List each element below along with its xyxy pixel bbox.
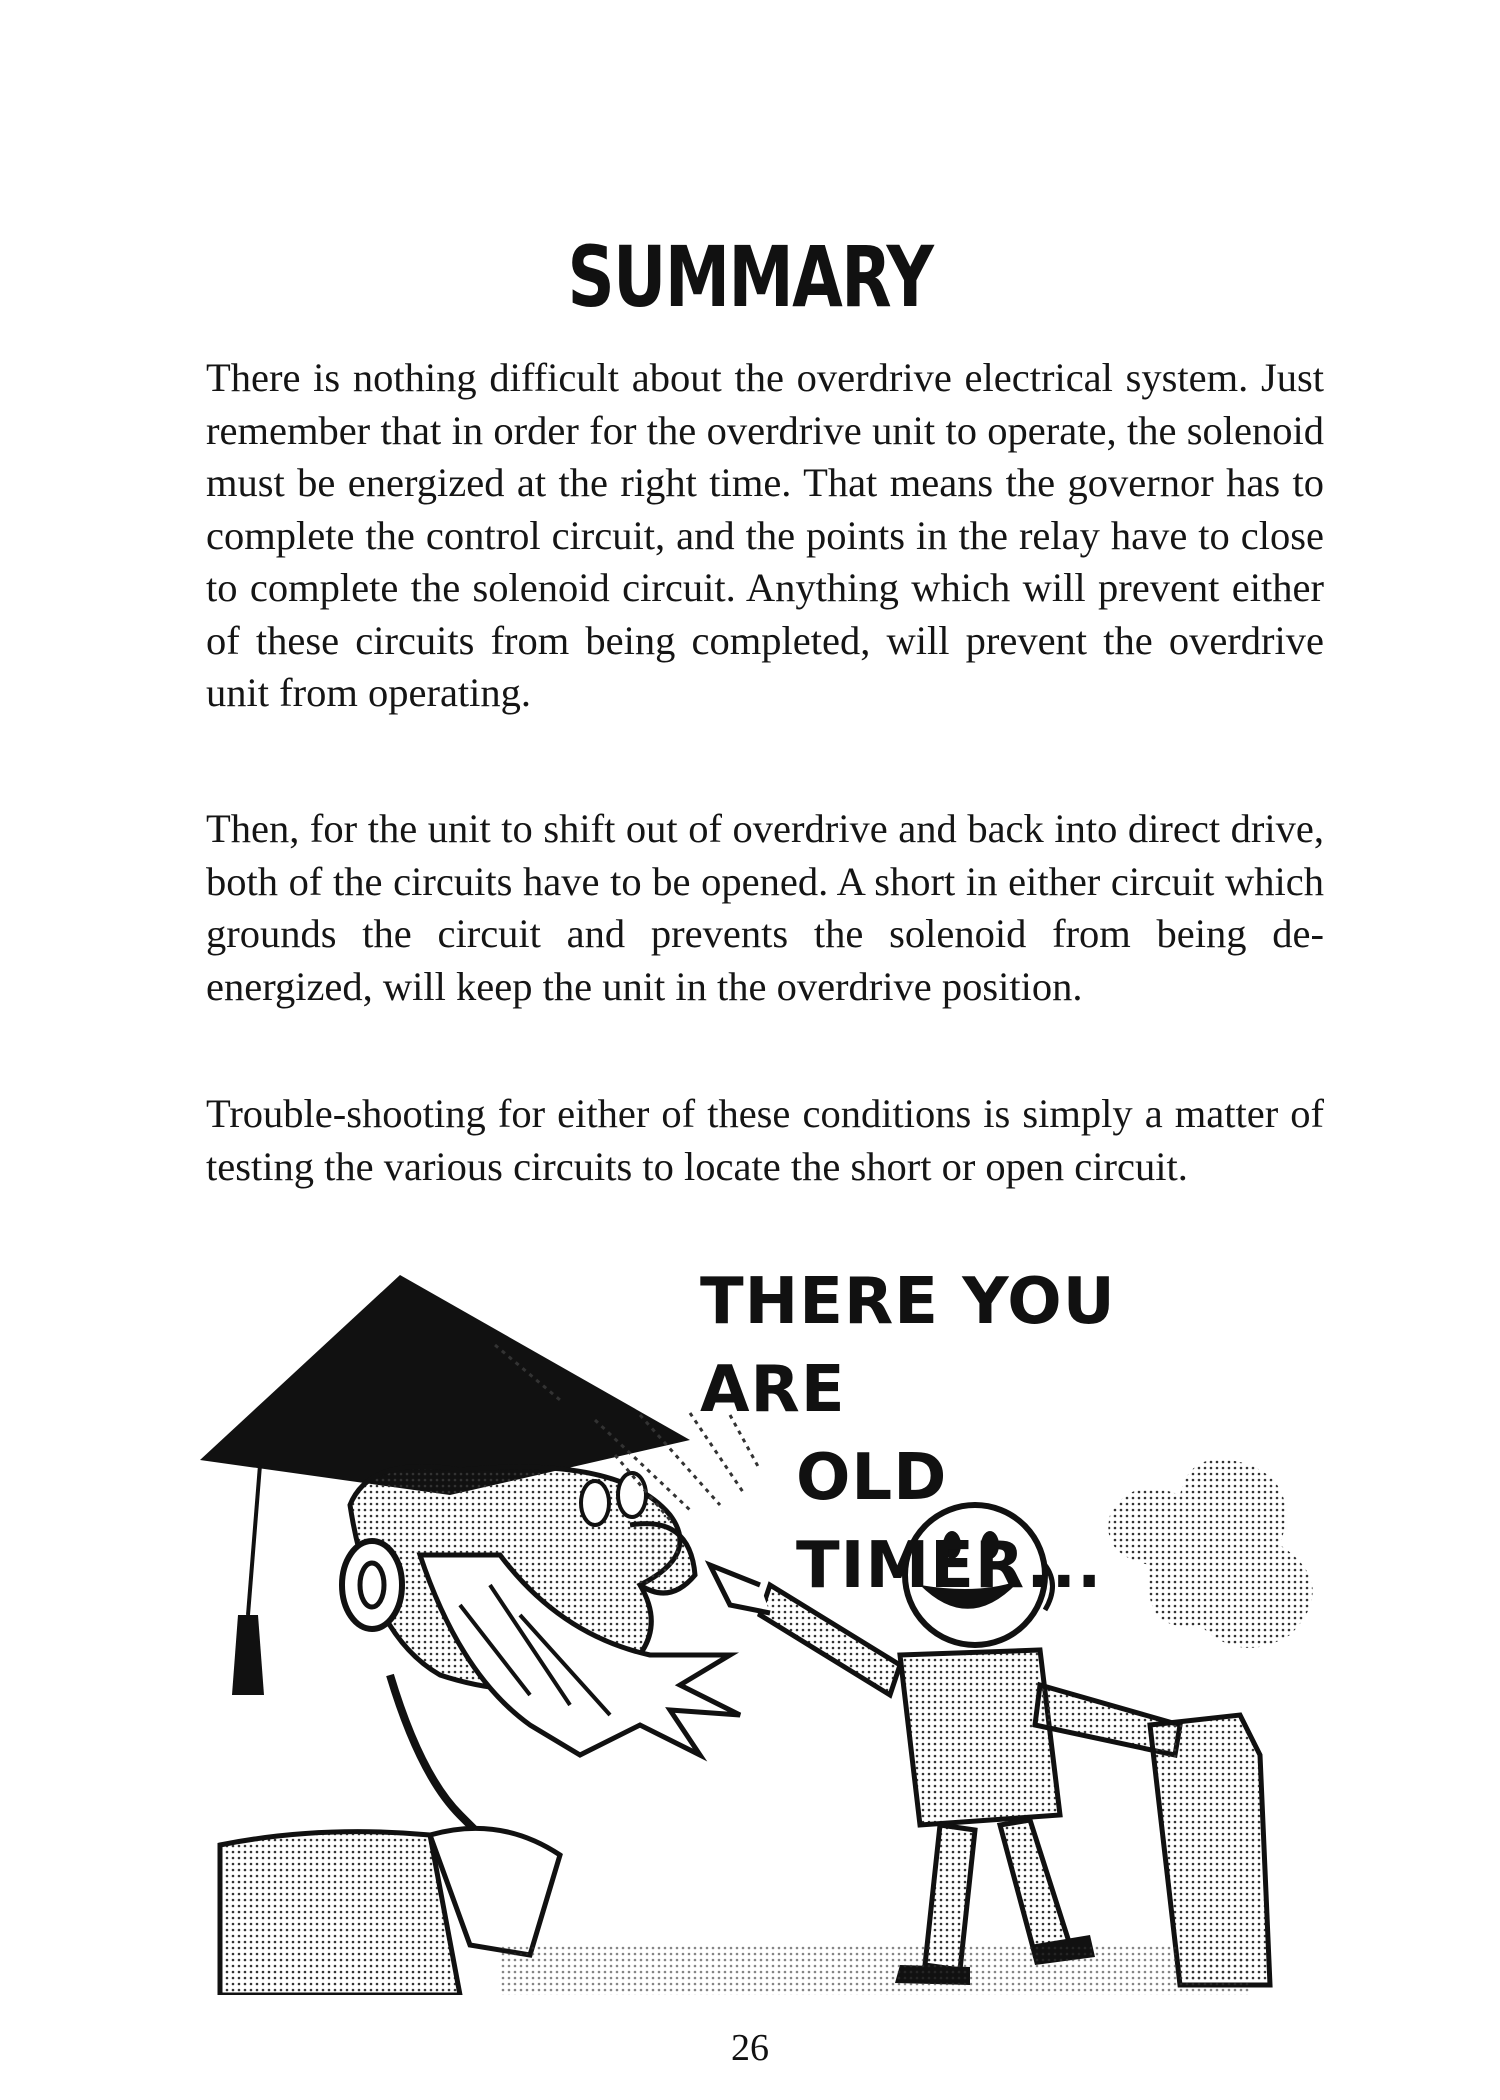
caption-line-2: OLD TIMER...	[796, 1441, 1103, 1603]
mortarboard-cap-icon	[200, 1275, 690, 1495]
paragraph-2	[206, 803, 1324, 1013]
paragraph-3-text: Trouble-shooting for either of these conditions is simply a matter of testing the various circuits to locate the short or open circuit.	[206, 1091, 1324, 1189]
professor-body	[220, 1832, 460, 1995]
old-timer-figure	[200, 1275, 740, 1995]
page-number: 26	[731, 2027, 769, 2069]
illustration-caption	[700, 1258, 1260, 1610]
paragraph-1	[206, 352, 1324, 720]
cloth-rag	[1150, 1715, 1270, 1985]
page-title: SUMMARY	[567, 228, 933, 326]
paragraph-3	[206, 1088, 1324, 1193]
paragraph-1-text: There is nothing difficult about the overdrive electrical system. Just remember that in order for the overdrive unit to operate, the solenoid must be energized at the right time. That means the governor has to complete the control circuit, and the points in the relay have to close to complete the solenoid circuit. Anything which will prevent either of these circuits from being completed, will prevent the overdrive unit from operating.	[206, 355, 1324, 715]
mascot-torso	[900, 1650, 1060, 1825]
paragraph-2-text: Then, for the unit to shift out of overdrive and back into direct drive, both of the circuits have to be opened. A short in either circuit which grounds the circuit and prevents the solenoid from being de-energized, will keep the unit in the overdrive position.	[206, 806, 1324, 1009]
caption-line-1: THERE YOU ARE	[700, 1265, 1116, 1427]
